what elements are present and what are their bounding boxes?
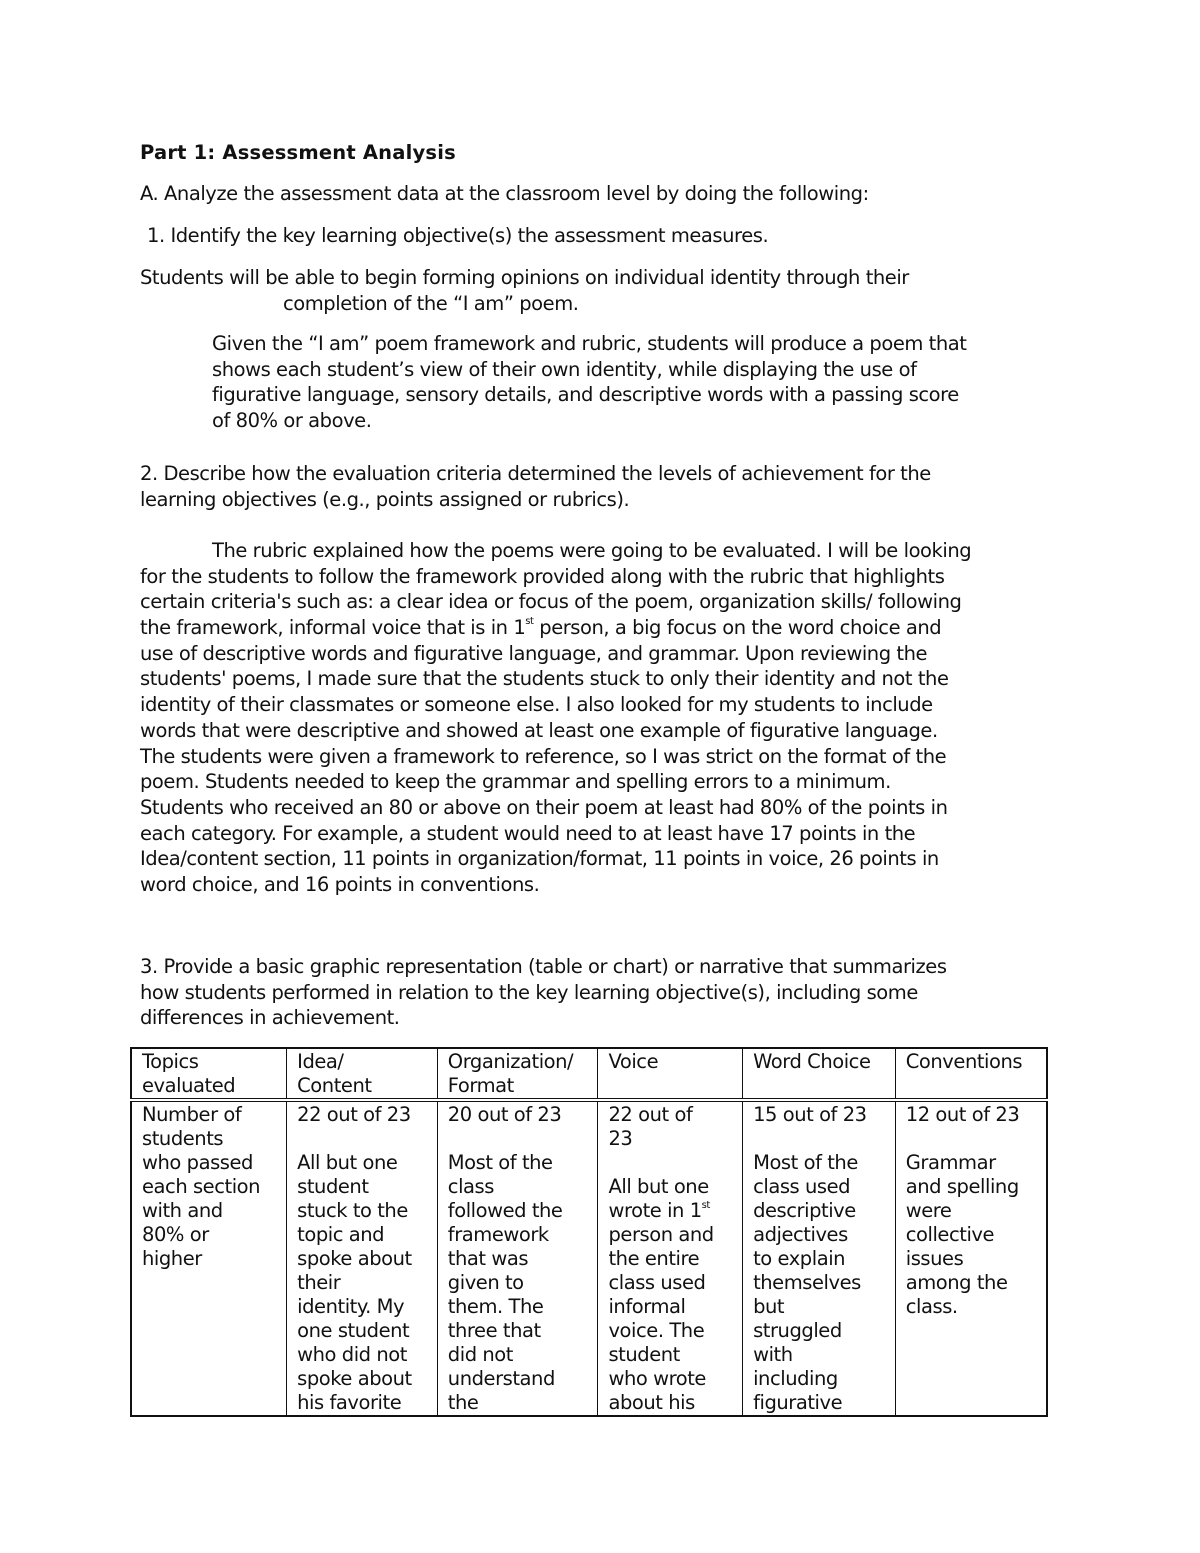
cell-line: spoke about [297,1247,412,1270]
text-line: certain criteria's such as: a clear idea or focus of the poem, organization skills/ following [140,590,962,614]
cell-line: informal [608,1295,686,1318]
cell-line [297,1127,433,1151]
cell-line [448,1127,594,1151]
text-line: The rubric explained how the poems were going to be evaluated. I will be looking [212,539,972,562]
cell-line: 22 out of [608,1103,693,1126]
cell-line: given to [447,1271,524,1294]
cell-line: one student [297,1319,410,1342]
cell-line: Format [447,1074,514,1097]
cell-line: including [753,1367,838,1390]
cell-line: to explain [753,1247,846,1270]
cell-line [906,1127,1042,1151]
text-line: word choice, and 16 points in conventions. [140,872,540,896]
text-line: poem. Students needed to keep the grammar and spelling errors to a minimum. [140,770,891,794]
objective-statement [140,265,909,316]
cell-line: 22 out of 23 [297,1103,411,1126]
cell-line: that was [447,1247,529,1270]
text-line: Given the “I am” poem framework and rubric, students will produce a poem that [212,332,967,355]
cell-line: Organization/ [447,1050,574,1073]
cell-line: and spelling [905,1175,1019,1198]
cell-line: class. [905,1295,958,1318]
cell-line: higher [142,1247,202,1270]
superscript: st [525,616,534,628]
cell-line: who wrote [608,1367,706,1390]
cell-line [608,1175,738,1199]
cell-line: class used [753,1175,851,1198]
header-cell [895,1048,1047,1100]
cell-line: the entire [608,1247,700,1270]
text-line: learning objectives (e.g., points assigned or rubrics). [140,487,630,511]
table-row [131,1100,1047,1416]
cell-line: identity. My [297,1295,405,1318]
cell-line: but [753,1295,785,1318]
cell-line: class used [608,1271,706,1294]
cell-line: Word Choice [753,1050,871,1073]
cell-line: 15 out of 23 [753,1103,867,1126]
text-line: 3. Provide a basic graphic representation (table or chart) or narrative that summarizes [140,955,947,978]
cell-line: collective [905,1223,995,1246]
cell-line: voice. The [608,1319,705,1342]
cell-line: framework [447,1223,549,1246]
cell-line: Most of the [753,1151,858,1174]
cell-line: 23 [608,1127,633,1150]
text-line: completion of the “I am” poem. [283,291,579,315]
cell-line: did not [447,1343,513,1366]
cell-line: class [447,1175,494,1198]
text-line: how students performed in relation to the key learning objective(s), including some [140,980,918,1004]
cell-line: Most of the [447,1151,553,1174]
cell-line: the [447,1391,479,1414]
cell-line: 12 out of 23 [905,1103,1020,1126]
cell-line: followed the [447,1199,563,1222]
text-line: of 80% or above. [212,409,372,433]
objective-detail [212,331,966,434]
cell-line [753,1127,891,1151]
text-segment: wrote in 1 [608,1199,702,1222]
text-line: use of descriptive words and figurative language, and grammar. Upon reviewing the [140,641,928,665]
cell-line: struggled [753,1319,842,1342]
cell-line: about his [608,1391,695,1414]
text-line: Students will be able to begin forming opinions on individual identity through their [140,266,909,289]
header-cell [598,1048,743,1100]
text-line: Students who received an 80 or above on their poem at least had 80% of the points in [140,795,948,819]
text-line: differences in achievement. [140,1006,400,1030]
text-segment: All but one [608,1175,709,1198]
text-line: 2. Describe how the evaluation criteria determined the levels of achievement for the [140,462,931,485]
question-2 [140,461,931,512]
cell-line: his favorite [297,1391,402,1414]
cell-line: Conventions [905,1050,1023,1073]
cell-line: who passed [142,1151,253,1174]
cell-line: 20 out of 23 [447,1103,562,1126]
cell-line: them. The [447,1295,544,1318]
cell-line: with [753,1343,793,1366]
text-line [140,615,971,641]
cell-line: stuck to the [297,1199,408,1222]
cell-line: adjectives [753,1223,848,1246]
cell-line: issues [905,1247,964,1270]
text-line: students' poems, I made sure that the students stuck to only their identity and not the [140,667,949,691]
section-a-prompt: A. Analyze the assessment data at the classroom level by doing the following: [140,182,869,205]
cell-line: 80% or [142,1223,209,1246]
text-line: The students were given a framework to reference, so I was strict on the format of the [140,744,947,768]
text-line: figurative language, sensory details, and descriptive words with a passing score [212,383,959,407]
cell-line: topic and [297,1223,385,1246]
question-3 [140,954,947,1031]
table-cell [131,1100,287,1416]
cell-line: person and [608,1223,714,1246]
cell-line: among the [905,1271,1008,1294]
results-table [130,1047,1048,1417]
cell-line: who did not [297,1343,407,1366]
text-line: words that were descriptive and showed at least one example of figurative language. [140,718,938,742]
text-line: Idea/content section, 11 points in organization/format, 11 points in voice, 26 points in [140,847,939,871]
cell-line [608,1151,738,1175]
cell-line: evaluated [142,1074,236,1097]
cell-line: Number of [142,1103,242,1126]
cell-line: Topics [142,1050,199,1073]
cell-line: understand [447,1367,555,1390]
superscript: st [701,1200,710,1211]
text-segment: person, a big focus on the word choice and [533,616,942,640]
table-header-row [131,1048,1047,1100]
cell-line: students [142,1127,224,1150]
cell-line: All but one [297,1151,398,1174]
cell-line: Voice [608,1050,659,1073]
cell-line: were [905,1199,952,1222]
cell-line: spoke about [297,1367,412,1390]
table-cell [895,1100,1047,1416]
table-cell [287,1100,438,1416]
text-line: identity of their classmates or someone else. I also looked for my students to include [140,693,933,717]
cell-line: their [297,1271,341,1294]
cell-line: themselves [753,1271,861,1294]
table-cell [598,1100,743,1416]
cell-line: descriptive [753,1199,856,1222]
header-cell [131,1048,287,1100]
table-cell [437,1100,598,1416]
cell-line: student [608,1343,680,1366]
rubric-paragraph [140,538,971,898]
cell-line: student [297,1175,369,1198]
table-cell [743,1100,896,1416]
text-line: for the students to follow the framework provided along with the rubric that highlights [140,564,945,588]
header-cell [287,1048,438,1100]
cell-line: figurative [753,1391,843,1414]
cell-line: Content [297,1074,372,1097]
text-line: each category. For example, a student would need to at least have 17 points in the [140,821,916,845]
text-segment: the framework, informal voice that is in 1 [140,616,526,640]
header-cell [743,1048,896,1100]
text-line: shows each student’s view of their own identity, while displaying the use of [212,357,917,381]
cell-line [608,1199,738,1223]
section-title: Part 1: Assessment Analysis [140,141,456,164]
question-1: 1. Identify the key learning objective(s) the assessment measures. [147,224,769,247]
cell-line: each section [142,1175,261,1198]
cell-line: Grammar [905,1151,996,1174]
header-cell [437,1048,598,1100]
cell-line: with and [142,1199,223,1222]
cell-line: Idea/ [297,1050,344,1073]
cell-line: three that [447,1319,541,1342]
